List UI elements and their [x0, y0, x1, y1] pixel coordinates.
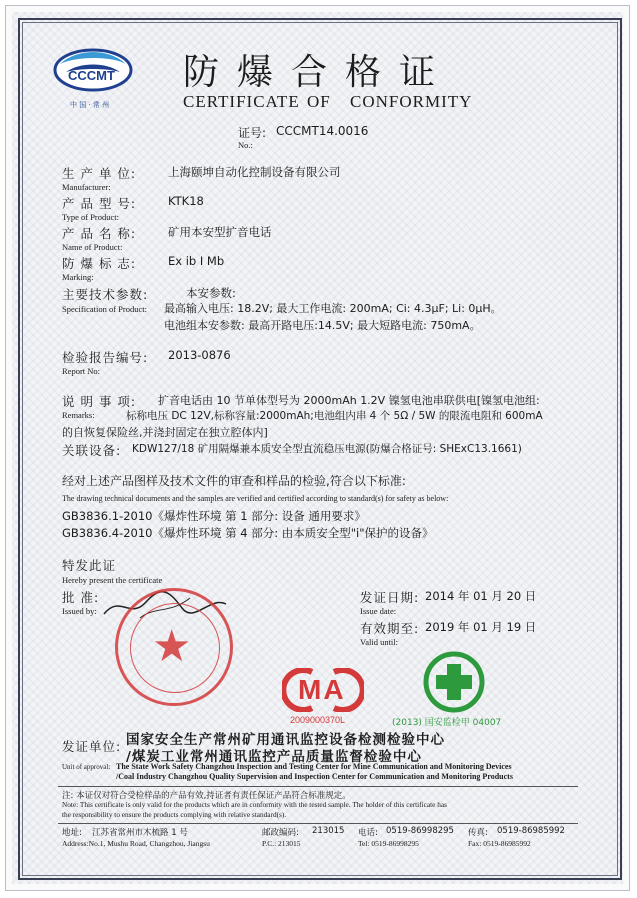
safety-mark-text: (2013) 国安监检甲 04007 — [392, 718, 502, 728]
standards-en: The drawing technical documents and the samples are verified and certified according to standard(s) for safety as below: — [62, 494, 449, 503]
cert-no-en: No.: — [238, 140, 253, 150]
title-zh: 防爆合格证 — [183, 52, 454, 93]
postcode-en: P.C.: 213015 — [262, 839, 301, 848]
spec-label: 主要技术参数: — [62, 287, 149, 302]
note-en1: Note: This certificate is only valid for the products which are in conformity with the tested sample. The holder of this certificate has — [62, 800, 447, 809]
issuer-label: 发证单位: — [62, 739, 122, 754]
remarks-line1: 扩音电话由 10 节单体型号为 2000mAh 1.2V 镍氢电池串联供电[镍氢电池组: — [158, 394, 540, 407]
spec-line1: 本安参数: — [186, 286, 236, 300]
marking-value: Ex ib I Mb — [168, 254, 225, 268]
address-label: 地址: — [62, 828, 82, 838]
fax-value: 0519-86985992 — [497, 826, 565, 836]
tel-value: 0519-86998295 — [386, 826, 454, 836]
postcode-label: 邮政编码: — [262, 828, 299, 838]
related-label: 关联设备: — [62, 443, 122, 458]
cma-mark — [282, 668, 364, 712]
cert-no-value: CCCMT14.0016 — [276, 124, 369, 138]
seal-star-icon: ★ — [152, 621, 192, 672]
issuer-en2: /Coal Industry Changzhou Quality Supervision and Inspection Center for Communication and Monitoring Products — [116, 772, 513, 781]
remarks-en: Remarks: — [62, 410, 95, 420]
footer-divider — [58, 786, 578, 787]
present-zh: 特发此证 — [62, 558, 117, 573]
valid-until-label: 有效期至: — [360, 621, 420, 636]
cccmt-logo — [52, 42, 134, 112]
manufacturer-en: Manufacturer: — [62, 182, 111, 192]
fax-en: Fax: 0519-86985992 — [468, 839, 531, 848]
address-value: 江苏省常州市木梳路 1 号 — [92, 828, 188, 838]
title-en-certificate: CERTIFICATE — [183, 92, 300, 111]
title-en-conformity: CONFORMITY — [350, 92, 473, 111]
issue-date-label: 发证日期: — [360, 590, 420, 605]
safety-mark — [420, 650, 488, 714]
marking-en: Marking: — [62, 272, 94, 282]
marking-label: 防 爆 标 志: — [62, 256, 137, 271]
standard-1: GB3836.1-2010《爆炸性环境 第 1 部分: 设备 通用要求》 — [62, 509, 366, 523]
safety-cross-icon — [420, 650, 488, 714]
title-en-of: OF — [307, 92, 331, 111]
issue-date-value: 2014 年 01 月 20 日 — [425, 589, 537, 603]
product-type-label: 产 品 型 号: — [62, 196, 137, 211]
present-en: Hereby present the certificate — [62, 575, 163, 585]
footer-divider-2 — [58, 823, 578, 824]
spec-line3: 电池组本安参数: 最高开路电压:14.5V; 最大短路电流: 750mA。 — [164, 319, 481, 332]
tel-en: Tel: 0519-86998295 — [358, 839, 419, 848]
manufacturer-value: 上海颐坤自动化控制设备有限公司 — [168, 165, 341, 179]
remarks-label: 说 明 事 项: — [62, 394, 137, 409]
remarks-line3: 的自恢复保险丝,并浇封固定在独立腔体内] — [62, 426, 268, 439]
spec-en: Specification of Product: — [62, 304, 147, 314]
standards-zh: 经对上述产品图样及技术文件的审查和样品的检验,符合以下标准: — [62, 474, 406, 488]
note-zh: 注: 本证仅对符合受检样品的产品有效,持证者有责任保证产品符合标准规定。 — [62, 791, 351, 801]
fax-label: 传真: — [468, 828, 488, 838]
valid-until-value: 2019 年 01 月 19 日 — [425, 620, 537, 634]
address-en: Address:No.1, Mushu Road, Changzhou, Jiangsu — [62, 839, 210, 848]
approved-en: Issued by: — [62, 606, 97, 616]
manufacturer-label: 生 产 单 位: — [62, 166, 137, 181]
issue-date-en: Issue date: — [360, 606, 397, 616]
report-label: 检验报告编号: — [62, 350, 149, 365]
product-name-value: 矿用本安型扩音电话 — [168, 225, 272, 239]
related-value: KDW127/18 矿用隔爆兼本质安全型直流稳压电源(防爆合格证号: SHExC13.1661) — [132, 443, 522, 455]
spec-line2: 最高输入电压: 18.2V; 最大工作电流: 200mA; Ci: 4.3μF; Li: 0μH。 — [164, 302, 502, 315]
report-value: 2013-0876 — [168, 348, 231, 362]
logo-text: CCCMT — [68, 68, 115, 83]
approved-label: 批 准: — [62, 590, 100, 605]
valid-until-en: Valid until: — [360, 637, 399, 647]
issuer-line1: 国家安全生产常州矿用通讯监控设备检测检验中心 — [126, 732, 445, 748]
product-name-en: Name of Product: — [62, 242, 123, 252]
issuer-en1: The State Work Safety Changzhou Inspection and Testing Center for Mine Communication and Monitoring Devices — [116, 762, 512, 771]
issuer-en-label: Unit of approval: — [62, 763, 111, 771]
standard-2: GB3836.4-2010《爆炸性环境 第 4 部分: 由本质安全型"i"保护的设备》 — [62, 526, 434, 540]
product-name-label: 产 品 名 称: — [62, 226, 137, 241]
remarks-line2: 标称电压 DC 12V,标称容量:2000mAh;电池组内串 4 个 5Ω / 5W 的限流电阻和 600mA — [126, 410, 543, 422]
note-en2: the responsibility to ensure the products complying with relative standard(s). — [62, 810, 287, 819]
logo-subtitle: 中 国 · 常 州 — [70, 101, 110, 109]
cma-number: 2009000370L — [290, 715, 346, 725]
product-type-value: KTK18 — [168, 194, 204, 208]
cert-no-label: 证号: — [238, 126, 267, 140]
issuer-line2: /煤炭工业常州通讯监控产品质量监督检验中心 — [126, 749, 422, 765]
report-en: Report No: — [62, 366, 101, 376]
official-seal — [115, 588, 233, 706]
postcode-value: 213015 — [312, 826, 345, 836]
product-type-en: Type of Product: — [62, 212, 120, 222]
cma-text: MA — [298, 674, 346, 705]
tel-label: 电话: — [358, 828, 378, 838]
